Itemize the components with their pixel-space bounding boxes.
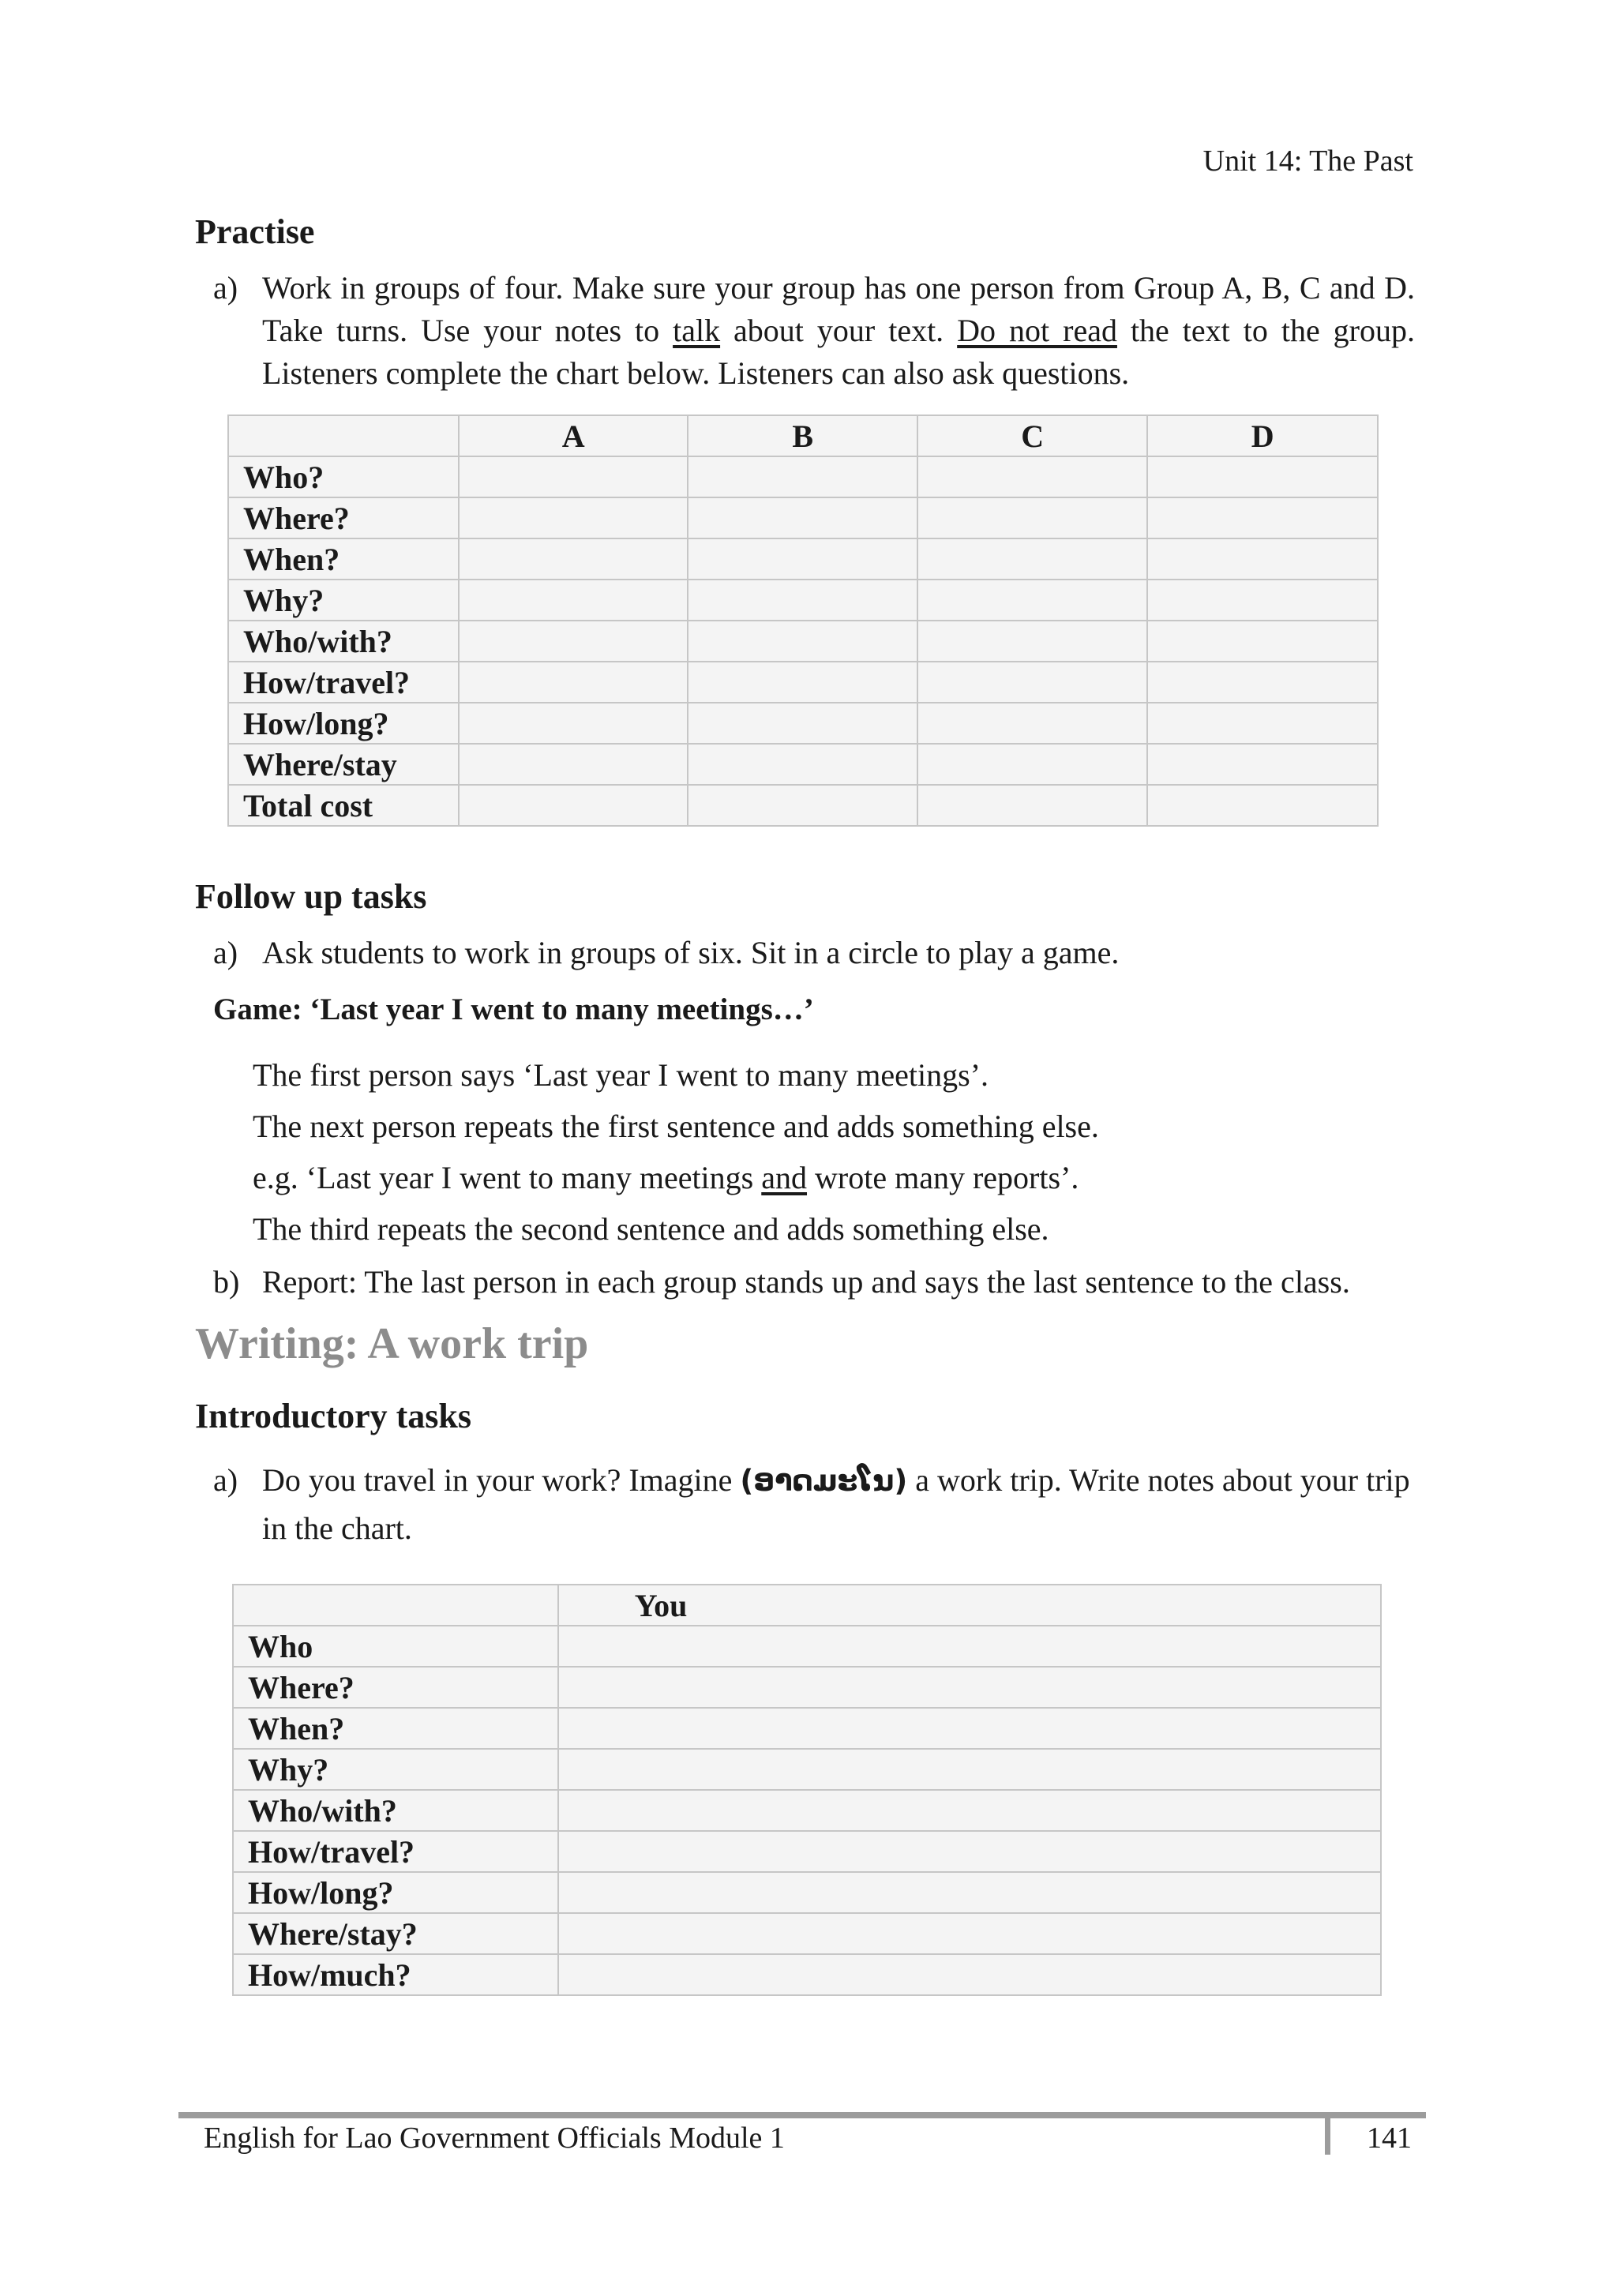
table-cell[interactable] [917,580,1148,621]
table-row [233,1790,1381,1831]
row-label: How/travel? [233,1831,558,1872]
item-text [262,1457,1415,1552]
table-cell[interactable] [688,744,917,785]
table-cell[interactable] [459,621,688,662]
table-row [233,1913,1381,1954]
running-head: Unit 14: The Past [1202,144,1413,178]
table-cell[interactable] [558,1790,1381,1831]
table-cell[interactable] [917,456,1148,497]
table-cell[interactable] [1147,744,1378,785]
table-cell[interactable] [558,1831,1381,1872]
header-cell-b: B [688,415,917,456]
table-cell[interactable] [1147,785,1378,826]
table-cell[interactable] [688,785,917,826]
table-cell[interactable] [558,1626,1381,1667]
item-label: a) [213,270,238,306]
work-trip-chart-table [232,1584,1382,1996]
table-cell[interactable] [688,580,917,621]
table-cell[interactable] [688,662,917,703]
follow-up-item-b [213,1261,1415,1304]
game-title: Game: ‘Last year I went to many meetings…’ [213,992,814,1026]
row-label: Why? [233,1749,558,1790]
practise-chart-table [227,415,1379,827]
table-row [228,785,1378,826]
row-label: How/travel? [228,662,459,703]
table-cell[interactable] [688,456,917,497]
table-row [228,497,1378,538]
table-cell[interactable] [1147,662,1378,703]
table-row [228,662,1378,703]
table-row [233,1872,1381,1913]
page-number: 141 [1367,2122,1412,2155]
table-cell[interactable] [459,744,688,785]
table-row [228,703,1378,744]
row-label: Where? [228,497,459,538]
table-cell[interactable] [1147,621,1378,662]
row-label: How/long? [228,703,459,744]
table-row [233,1954,1381,1995]
table-cell[interactable] [688,538,917,580]
practise-item-a [213,267,1415,395]
row-label: Total cost [228,785,459,826]
table-cell[interactable] [917,703,1148,744]
footer-divider [1325,2118,1330,2155]
row-label: Where? [233,1667,558,1708]
table-row [233,1667,1381,1708]
section-heading-introductory: Introductory tasks [195,1397,472,1435]
text-run: about your text. [720,313,958,348]
table-cell[interactable] [558,1708,1381,1749]
table-cell[interactable] [558,1872,1381,1913]
row-label: When? [228,538,459,580]
follow-up-item-a [213,932,1415,974]
underlined-talk: talk [673,313,721,348]
table-cell[interactable] [688,703,917,744]
table-cell[interactable] [917,538,1148,580]
game-line-4: The third repeats the second sentence and adds something else. [253,1211,1049,1247]
table-cell[interactable] [1147,580,1378,621]
section-heading-practise: Practise [195,212,315,251]
header-cell-blank [233,1585,558,1626]
table-cell[interactable] [917,744,1148,785]
table-cell[interactable] [459,456,688,497]
row-label: Who? [228,456,459,497]
table-cell[interactable] [459,662,688,703]
table-cell[interactable] [459,497,688,538]
row-label: When? [233,1708,558,1749]
underlined-do-not-read: Do not read [957,313,1117,348]
text-run: wrote many reports’. [807,1160,1079,1195]
item-text [262,267,1415,395]
table-cell[interactable] [917,497,1148,538]
item-text: Ask students to work in groups of six. Sit in a circle to play a game. [262,935,1120,970]
header-cell-a: A [459,415,688,456]
table-cell[interactable] [688,497,917,538]
table-cell[interactable] [917,662,1148,703]
row-label: How/much? [233,1954,558,1995]
underlined-and: and [761,1160,808,1195]
item-label: a) [213,1462,238,1498]
table-row [228,621,1378,662]
table-cell[interactable] [917,621,1148,662]
header-cell-d: D [1147,415,1378,456]
section-heading-writing: Writing: A work trip [195,1319,589,1368]
table-cell[interactable] [459,785,688,826]
table-row [233,1749,1381,1790]
text-run: a work trip. Write notes about your trip in the chart. [262,1462,1410,1546]
text-run: Do you travel in your work? Imagine [262,1462,741,1498]
table-header-row [233,1585,1381,1626]
table-row [228,538,1378,580]
footer-title: English for Lao Government Officials Module 1 [204,2122,785,2155]
table-cell[interactable] [558,1749,1381,1790]
table-row [233,1626,1381,1667]
text-run: Work in groups of four. Make sure your group has one person from Group A, B, C and D. Take turns. Use your notes to [262,270,1415,348]
row-label: Where/stay [228,744,459,785]
table-cell[interactable] [1147,538,1378,580]
lao-gloss: (ອາດມະໂນ) [740,1464,908,1498]
section-heading-follow-up: Follow up tasks [195,877,427,916]
row-label: Who [233,1626,558,1667]
row-label: Why? [228,580,459,621]
table-cell[interactable] [459,703,688,744]
table-row [233,1831,1381,1872]
header-cell-c: C [917,415,1148,456]
header-cell-you: You [558,1585,1381,1626]
table-cell[interactable] [558,1954,1381,1995]
row-label: Who/with? [233,1790,558,1831]
item-label: a) [213,935,238,970]
table-row [233,1708,1381,1749]
table-cell[interactable] [459,580,688,621]
text-run: e.g. ‘Last year I went to many meetings [253,1160,762,1195]
row-label: Where/stay? [233,1913,558,1954]
row-label: Who/with? [228,621,459,662]
table-header-row [228,415,1378,456]
item-text: Report: The last person in each group stands up and says the last sentence to the class. [262,1264,1350,1300]
writing-item-a [213,1457,1415,1552]
table-cell[interactable] [1147,497,1378,538]
item-label: b) [213,1264,240,1300]
table-cell[interactable] [917,785,1148,826]
header-cell-blank [228,415,459,456]
row-label: How/long? [233,1872,558,1913]
game-line-3 [253,1157,1079,1199]
table-row [228,456,1378,497]
footer-rule [178,2112,1426,2118]
table-cell[interactable] [688,621,917,662]
table-cell[interactable] [1147,456,1378,497]
table-cell[interactable] [558,1667,1381,1708]
table-cell[interactable] [1147,703,1378,744]
game-line-1: The first person says ‘Last year I went to many meetings’. [253,1057,989,1093]
game-line-2: The next person repeats the first sentence and adds something else. [253,1109,1099,1144]
table-cell[interactable] [558,1913,1381,1954]
table-cell[interactable] [459,538,688,580]
table-row [228,744,1378,785]
table-row [228,580,1378,621]
text-run: the text to the group. Listeners complete the chart below. Listeners can also ask questions. [262,313,1416,391]
